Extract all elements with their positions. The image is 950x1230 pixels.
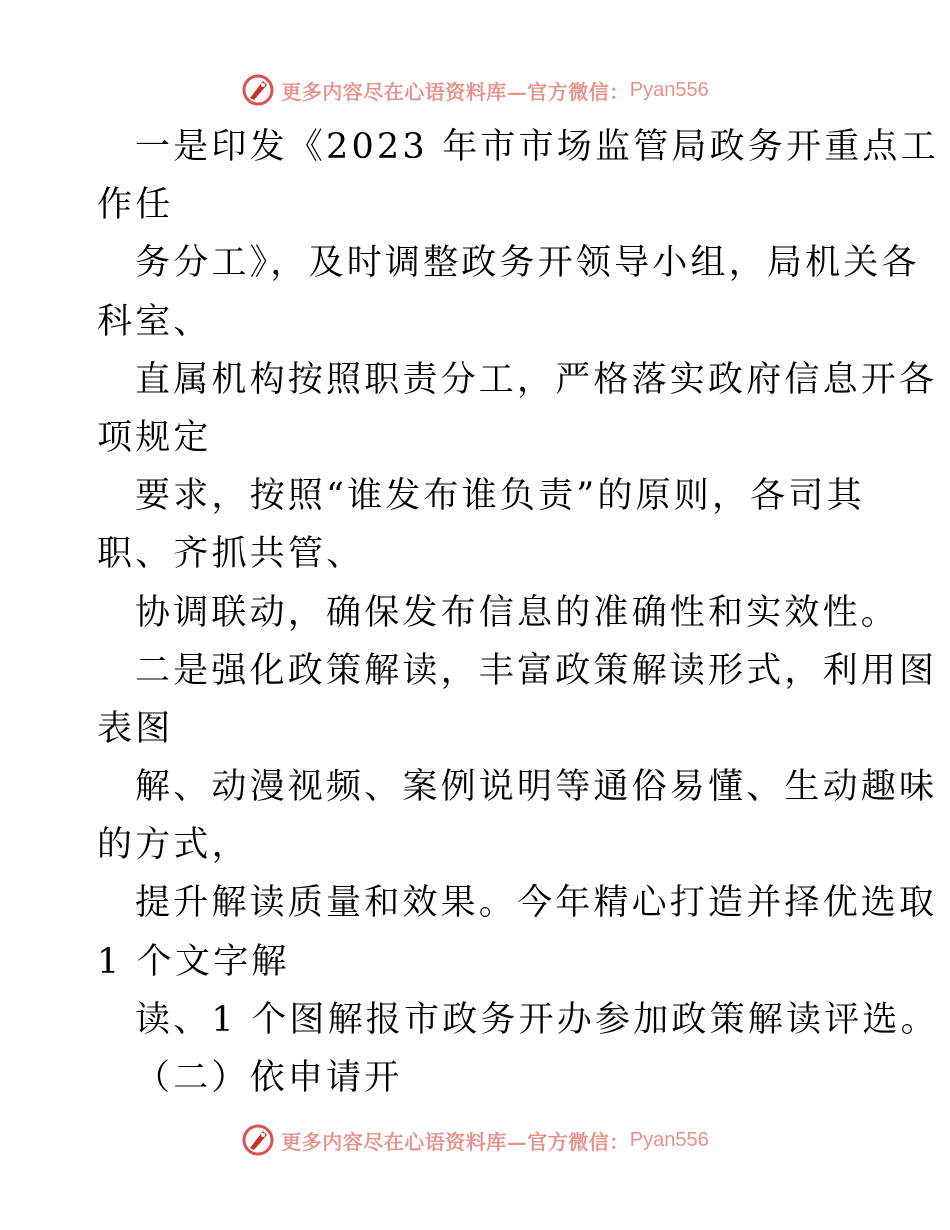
watermark-wechat-id: Pyan556 <box>629 78 709 101</box>
body-text <box>97 118 939 1107</box>
text-line: 1 个文字解 <box>97 941 290 982</box>
text-line: 二是强化政策解读，丰富政策解读形式，利用图 <box>135 650 938 691</box>
section-heading: （二）依申请开 <box>135 1058 403 1098</box>
text-line: 提升解读质量和效果。今年精心打造并择优选取 <box>135 883 938 924</box>
pen-nib-logo-icon <box>241 1123 275 1157</box>
text-line: 读、1 个图解报市政务开办参加政策解读评选。 <box>135 999 939 1040</box>
pen-nib-logo-icon <box>241 73 275 107</box>
watermark-header <box>0 70 950 110</box>
watermark-wechat-id: Pyan556 <box>629 1128 709 1151</box>
text-line: 的方式， <box>97 825 250 866</box>
text-line: 要求，按照“谁发布谁负责”的原则，各司其 <box>135 476 865 517</box>
text-line: 项规定 <box>97 417 212 458</box>
text-line: 表图 <box>97 708 174 749</box>
text-line: 直属机构按照职责分工，严格落实政府信息开各 <box>135 359 938 400</box>
text-line: 协调联动，确保发布信息的准确性和实效性。 <box>135 592 900 633</box>
watermark-text: 更多内容尽在心语资料库—官方微信： <box>281 1129 630 1154</box>
text-line: 一是印发《2023 年市市场监管局政务开重点工 <box>135 127 939 167</box>
text-line: 解、动漫视频、案例说明等通俗易懂、生动趣味 <box>135 767 938 808</box>
text-line: 科室、 <box>97 301 212 342</box>
text-line: 作任 <box>97 185 174 226</box>
watermark-text: 更多内容尽在心语资料库—官方微信： <box>281 79 630 104</box>
text-line: 务分工》，及时调整政务开领导小组，局机关各 <box>135 243 920 284</box>
text-line: 职、齐抓共管、 <box>97 534 365 575</box>
watermark-footer <box>0 1120 950 1160</box>
